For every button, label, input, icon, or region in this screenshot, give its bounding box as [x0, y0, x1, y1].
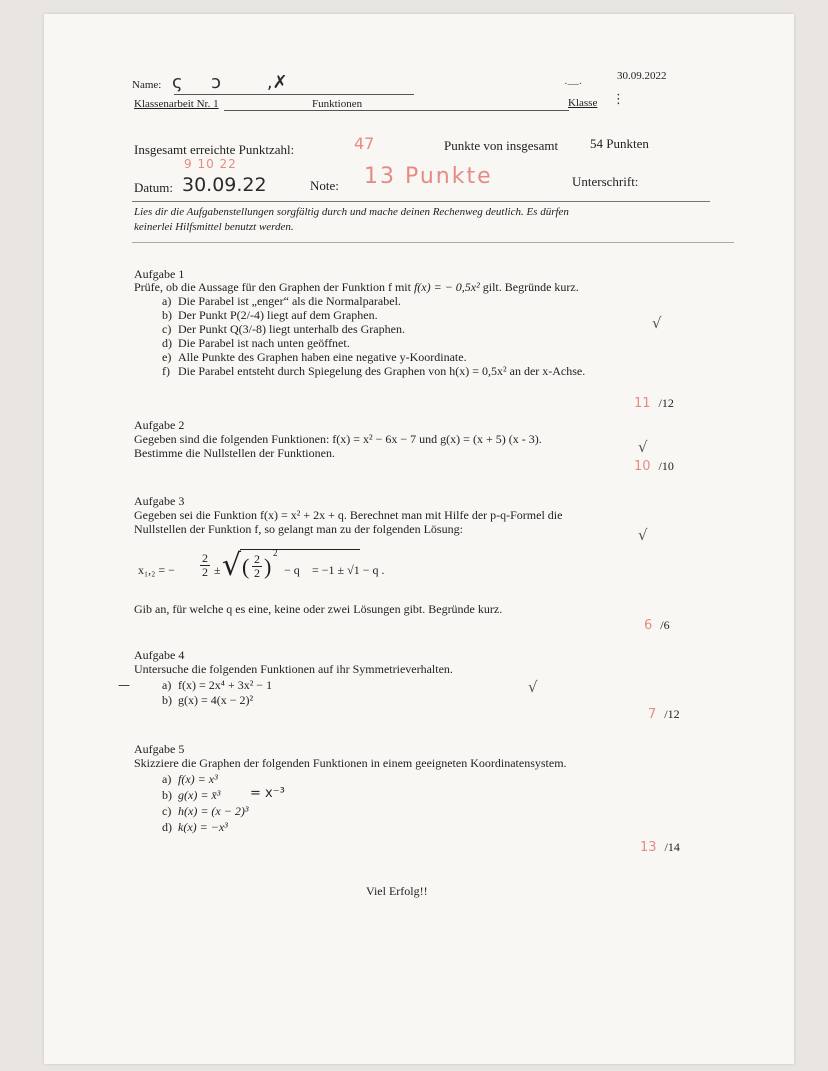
aufgabe2-line1: Gegeben sind die folgenden Funktionen: f(x) = x² − 6x − 7 und g(x) = (x + 5) (x - 3). — [134, 432, 542, 446]
aufgabe3-title: Aufgabe 3 — [134, 494, 185, 508]
name-label: Name: — [132, 79, 162, 91]
points-handwritten: 47 — [354, 134, 375, 153]
aufgabe2-title: Aufgabe 2 — [134, 418, 185, 432]
aufgabe3-line1: Gegeben sei die Funktion f(x) = x² + 2x + q. Berechnet man mit Hilfe der p-q-Formel die — [134, 508, 563, 522]
instructions-line2: keinerlei Hilfsmittel benutzt werden. — [134, 221, 294, 233]
aufgabe4-item-a: a) f(x) = 2x⁴ + 3x² − 1 — [162, 678, 273, 692]
note-handwritten: 13 Punkte — [364, 164, 493, 189]
aufgabe4-score: 7 /12 — [648, 707, 680, 722]
aufgabe1-item-e: e) Alle Punkte des Graphen haben eine negative y-Koordinate. — [162, 350, 467, 364]
aufgabe2-checkmark-icon: √ — [638, 438, 648, 456]
datum-handwritten: 30.09.22 — [182, 174, 267, 196]
aufgabe4-title: Aufgabe 4 — [134, 648, 185, 662]
exam-sheet: Name: ς ↄ ,✗ ·—· 30.09.2022 Klassenarbeit Nr. 1 Funktionen Klasse ⋮ Insgesamt erreichte Punktzahl: 47 9 10 22 Punkte von insgesamt 54 Punkten Datum: 30.09.22 Note: 13 Punkte Unterschrift: Lies dir die Aufgabenstellungen sorgfältig durch und mache deinen Rechenweg deutlich. Es dürfen keinerlei Hilfsmittel benutzt werden. Aufgabe 1 Prüfe, ob die Aussage für den Graphen der Funktion f mit f(x) = − 0,5x² gilt. Begründe kurz. a) Die Parabel ist „enger“ als die Normalparabel. b) Der Punkt P(2/-4) liegt auf dem Graphen. c) Der Punkt Q(3/-8) liegt unterhalb des Graphen. d) Die Parabel ist nach unten geöffnet. e) Alle Punkte des Graphen haben eine negative y-Koordinate. f) Die Parabel entsteht durch Spiegelung des Graphen von h(x) = 0,5x² an der x-Achse. √ 11 /12 Aufgabe 2 Gegeben sind die folgenden Funktionen: f(x) = x² − 6x − 7 und g(x) = (x + 5) (x - 3). Bestimme die Nullstellen der Funktionen. √ 10 /10 Aufgabe 3 Gegeben sei die Funktion f(x) = x² + 2x + q. Berechnet man mit Hilfe der p-q-Formel die Nullstellen der Funktion f, so gelangt man zu der folgenden Lösung: √ x₁,₂ = − 2 2 ± √ ( 2 2 ) 2 − q = −1 ± √1 − q . Gib an, für welche q es eine, keine oder zwei Lösungen gibt. Begründe kurz. 6 /6 Aufgabe 4 Untersuche die folgenden Funktionen auf ihr Symmetrieverhalten. — a) f(x) = 2x⁴ + 3x² − 1 b) g(x) = 4(x − 2)² √ 7 /12 Aufgabe 5 Skizziere die Graphen der folgenden Funktionen in einem geeigneten Koordinatensystem. a) f(x) = x³ b) g(x) = x̄³ = x⁻³ c) h(x) = (x − 2)³ d) k(x) = −x³ 13 /14 Viel Erfolg!! — [44, 14, 794, 1064]
aufgabe1-item-c: c) Der Punkt Q(3/-8) liegt unterhalb des Graphen. — [162, 322, 405, 336]
instructions-line1: Lies dir die Aufgabenstellungen sorgfältig durch und mache deinen Rechenweg deutlich. Es dürfen — [134, 206, 569, 218]
total-points-label: Insgesamt erreichte Punktzahl: — [134, 142, 295, 157]
header-underline — [224, 110, 569, 111]
total-points-value: 54 Punkten — [590, 136, 649, 151]
aufgabe3-question: Gib an, für welche q es eine, keine oder zwei Lösungen gibt. Begründe kurz. — [134, 602, 503, 616]
header-divider — [132, 201, 710, 202]
aufgabe4-dash-mark: — — [118, 678, 130, 692]
header-date: 30.09.2022 — [617, 70, 667, 82]
klassenarbeit-label: Klassenarbeit Nr. 1 — [134, 98, 219, 110]
name-underline — [174, 94, 414, 95]
note-label: Note: — [310, 178, 339, 193]
aufgabe5-line1: Skizziere die Graphen der folgenden Funktionen in einem geeigneten Koordinatensystem. — [134, 756, 567, 770]
datum-label: Datum: — [134, 180, 173, 195]
aufgabe4-item-b: b) g(x) = 4(x − 2)² — [162, 693, 254, 707]
aufgabe2-line2: Bestimme die Nullstellen der Funktionen. — [134, 446, 335, 460]
instructions-divider — [132, 242, 734, 243]
signature-label: Unterschrift: — [572, 174, 639, 189]
aufgabe1-item-d: d) Die Parabel ist nach unten geöffnet. — [162, 336, 350, 350]
aufgabe4-checkmark-icon: √ — [528, 678, 538, 696]
aufgabe4-line1: Untersuche die folgenden Funktionen auf ihr Symmetrieverhalten. — [134, 662, 453, 676]
aufgabe1-checkmark-icon: √ — [652, 314, 662, 332]
aufgabe5-item-d: d) k(x) = −x³ — [162, 820, 228, 834]
aufgabe3-line2: Nullstellen der Funktion f, so gelangt man zu der folgenden Lösung: — [134, 522, 463, 536]
points-of-total-label: Punkte von insgesamt — [444, 138, 559, 153]
aufgabe5-b-handwritten: = x⁻³ — [250, 786, 285, 801]
aufgabe3-checkmark-icon: √ — [638, 526, 648, 544]
aufgabe2-score: 10 /10 — [634, 459, 674, 474]
aufgabe1-title: Aufgabe 1 — [134, 267, 185, 281]
aufgabe5-title: Aufgabe 5 — [134, 742, 185, 756]
topic-label: Funktionen — [312, 98, 363, 110]
aufgabe1-item-a: a) Die Parabel ist „enger“ als die Normalparabel. — [162, 294, 401, 308]
klasse-handwriting: ⋮ — [612, 92, 625, 107]
name-handwriting: ς ↄ ,✗ — [172, 72, 288, 93]
aufgabe5-item-b: b) g(x) = x̄³ — [162, 788, 221, 802]
aufgabe1-item-f: f) Die Parabel entsteht durch Spiegelung des Graphen von h(x) = 0,5x² an der x-Achse. — [162, 364, 586, 378]
aufgabe5-score: 13 /14 — [640, 840, 680, 855]
aufgabe1-intro: Prüfe, ob die Aussage für den Graphen der Funktion f mit f(x) = − 0,5x² gilt. Begründe kurz. — [134, 280, 579, 294]
header-scribble: ·—· — [564, 78, 583, 90]
aufgabe5-item-c: c) h(x) = (x − 2)³ — [162, 804, 249, 818]
footer-text: Viel Erfolg!! — [366, 884, 428, 898]
klasse-label: Klasse — [568, 97, 598, 109]
aufgabe1-score: 11 /12 — [634, 396, 674, 411]
aufgabe3-score: 6 /6 — [644, 618, 670, 633]
aufgabe5-item-a: a) f(x) = x³ — [162, 772, 218, 786]
points-scribble: 9 10 22 — [184, 157, 237, 171]
aufgabe1-item-b: b) Der Punkt P(2/-4) liegt auf dem Graphen. — [162, 308, 378, 322]
